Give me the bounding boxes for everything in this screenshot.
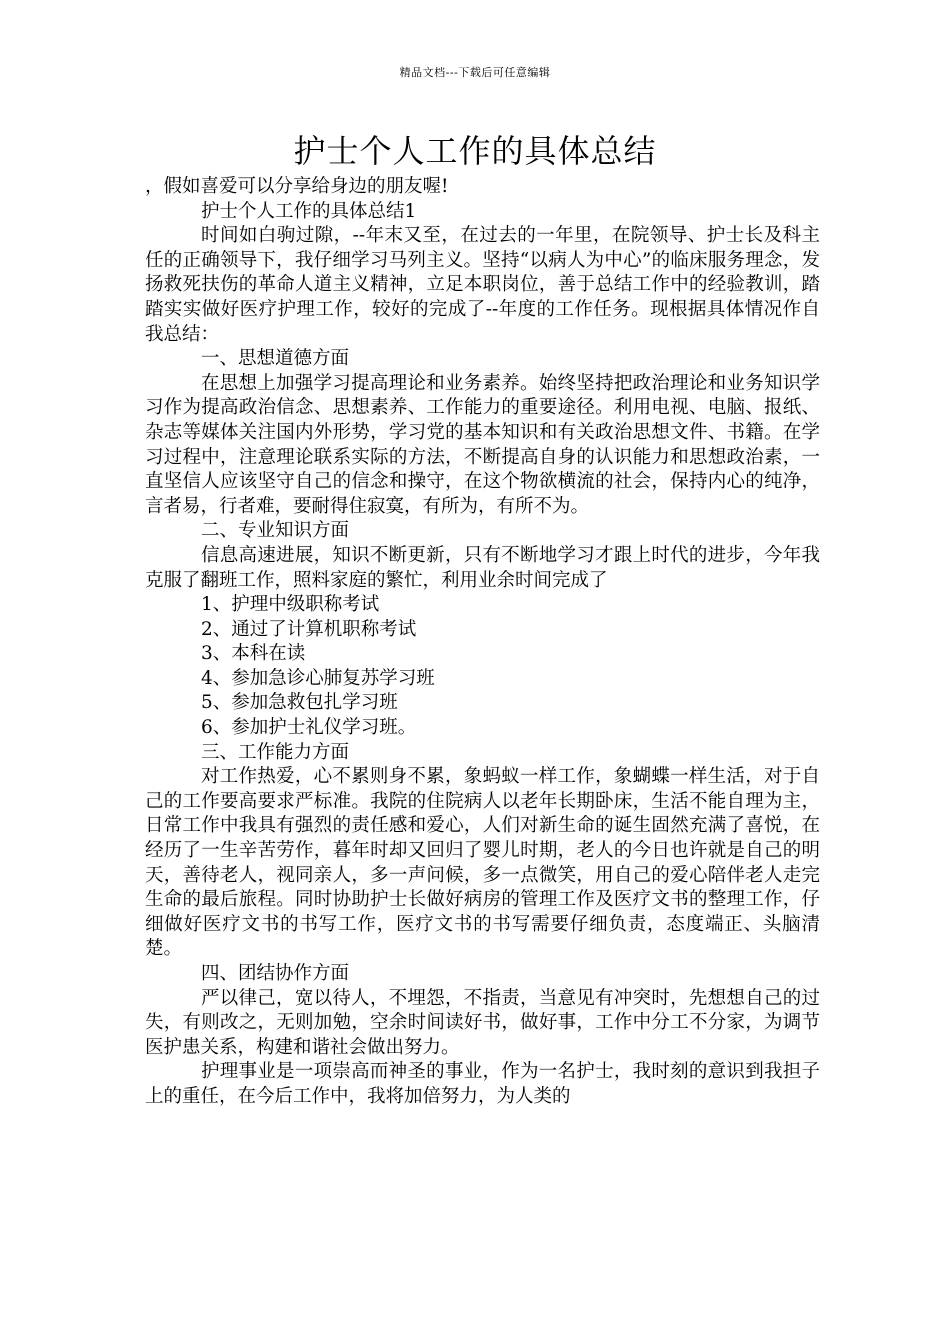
document-body — [145, 175, 820, 1110]
paragraph: ，假如喜爱可以分享给身边的朋友喔! — [145, 176, 449, 197]
section-heading: 三、工作能力方面 — [201, 741, 350, 763]
section-heading: 一、思想道德方面 — [201, 348, 350, 370]
list-item: 2、通过了计算机职称考试 — [201, 618, 417, 640]
paragraph: 对工作热爱，心不累则身不累，象蚂蚁一样工作，象蝴蝶一样生活，对于自己的工作要高要求严标准。我院的住院病人以老年长期卧床，生活不能自理为主，日常工作中我具有强烈的责任感和爱心，人们对新生命的诞生固然充满了喜悦，在经历了一生辛苦劳作，暮年时却又回归了婴儿时期，老人的今日也许就是自己的明天，善待老人，视同亲人，多一声问候，多一点微笑，用自己的爱心陪伴老人走完生命的最后旅程。同时协助护士长做好病房的管理工作及医疗文书的整理工作，仔细做好医疗文书的书写工作，医疗文书的书写需要仔细负责，态度端正、头脑清楚。 — [145, 766, 820, 960]
list-item: 1、护理中级职称考试 — [201, 594, 380, 616]
page-header: 精品文档---下载后可任意编辑 — [399, 66, 551, 79]
list-item: 4、参加急诊心肺复苏学习班 — [201, 667, 435, 689]
document-title: 护士个人工作的具体总结 — [293, 132, 657, 170]
section-heading: 护士个人工作的具体总结1 — [201, 200, 417, 222]
paragraph: 护理事业是一项崇高而神圣的事业，作为一名护士，我时刻的意识到我担子上的重任，在今后工作中，我将加倍努力，为人类的 — [145, 1061, 820, 1107]
list-item: 3、本科在读 — [201, 643, 306, 665]
list-item: 6、参加护士礼仪学习班。 — [201, 717, 417, 739]
section-heading: 二、专业知识方面 — [201, 520, 350, 542]
list-item: 5、参加急救包扎学习班 — [201, 692, 398, 714]
paragraph: 严以律己，宽以待人，不埋怨，不指责，当意见有冲突时，先想想自己的过失，有则改之，无则加勉，空余时间读好书，做好事，工作中分工不分家，为调节医护患关系，构建和谐社会做出努力。 — [145, 987, 820, 1058]
section-heading: 四、团结协作方面 — [201, 963, 350, 984]
paragraph: 信息高速进展，知识不断更新，只有不断地学习才跟上时代的进步，今年我克服了翻班工作，照料家庭的繁忙，利用业余时间完成了 — [145, 544, 820, 591]
paragraph: 在思想上加强学习提高理论和业务素养。始终坚持把政治理论和业务知识学习作为提高政治信念、思想素养、工作能力的重要途径。利用电视、电脑、报纸、杂志等媒体关注国内外形势，学习党的基本知识和有关政治思想文件、书籍。在学习过程中，注意理论联系实际的方法，不断提高自身的认识能力和思想政治素，一直坚信人应该坚守自己的信念和操守，在这个物欲横流的社会，保持内心的纯净，言者易，行者难，要耐得住寂寞，有所为，有所不为。 — [145, 372, 820, 517]
paragraph: 时间如白驹过隙，--年末又至，在过去的一年里，在院领导、护士长及科主任的正确领导下，我仔细学习马列主义。坚持“以病人为中心”的临床服务理念，发扬救死扶伤的革命人道主义精神，立足本职岗位，善于总结工作中的经验教训，踏踏实实做好医疗护理工作，较好的完成了--年度的工作任务。现根据具体情况作自我总结： — [145, 225, 820, 345]
